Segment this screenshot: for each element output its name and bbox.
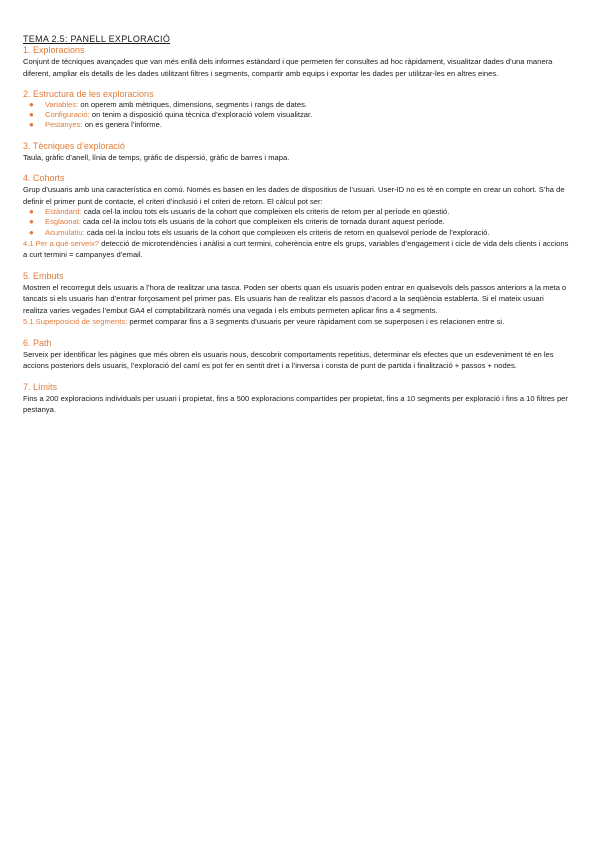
section-heading: 3. Tècniques d’exploració xyxy=(23,140,125,151)
list-item-term: Esglaonat: xyxy=(45,217,81,227)
section-heading: 6. Path xyxy=(23,337,52,348)
section-heading: 2. Estructura de les exploracions xyxy=(23,89,154,99)
subsection-paragraph xyxy=(23,238,570,261)
list-item-text: on operem amb mètriques, dimensions, segments i rangs de dates. xyxy=(78,100,307,109)
section-limits xyxy=(23,382,570,416)
list-item-term: Configuració: xyxy=(45,110,90,120)
section-structure xyxy=(23,89,570,131)
section-text: Taula, gràfic d’anell, línia de temps, gràfic de dispersió, gràfic de barres i mapa. xyxy=(23,152,290,162)
list-item-term: Variables: xyxy=(45,100,79,109)
subsection-text: detecció de microtendències i anàlisi a curt termini, coherència entre els grups, variables d’engagement i cicle de vida dels clients i accions a curt termini = campanyes d’email. xyxy=(23,238,569,260)
section-heading: 7. Límits xyxy=(23,381,58,392)
section-text: Serveix per identificar les pàgines que més obren els usuaris nous, descobrir comportaments repetitius, determinar els efectes que un esdeveniment té en les accions posteriors dels usuaris, l’exploració del camí es pot fer en sentit dret i a l’inversa i consta de punt de partida i finalització + passos + nodes. xyxy=(23,349,554,371)
list-item-text: on es genera l’informe. xyxy=(82,120,162,130)
section-heading: 1. Exploracions xyxy=(23,45,85,55)
list-item xyxy=(29,110,570,120)
list-item-term: Estàndard: xyxy=(45,207,82,217)
list-item-text: cada cel·la inclou tots els usuaris de la cohort que compleixen els criteris de retorn en qualsevol període de l’exploració. xyxy=(84,227,490,237)
list-item xyxy=(29,228,570,238)
list-item xyxy=(29,217,570,227)
list-item xyxy=(29,120,570,130)
bullet-list xyxy=(23,100,570,131)
bullet-icon: ● xyxy=(29,110,34,120)
section-text: Grup d’usuaris amb una característica en comú. Només es basen en les dades de dispositius de l’usuari. User-ID no es té en compte en crear un cohort. S’ha de definir el primer punt de contacte, el criteri d’inclusió i el criteri de retorn. El càlcul pot ser: xyxy=(23,185,565,206)
list-item xyxy=(29,207,570,217)
bullet-icon: ● xyxy=(29,217,34,227)
subsection-paragraph xyxy=(23,316,570,328)
section-explorations xyxy=(23,45,570,79)
subsection-term: 5.1 Superposició de segments: xyxy=(23,317,128,327)
section-text: Mostren el recorregut dels usuaris a l’hora de realitzar una tasca. Poden ser oberts quan els usuaris poden entrar en qualsevols dels passos anteriors a la meta o tancats si els usuaris han d’entrar forçosament pel primer pas. Els usuaris han de realitzar els passos d’acord a la seqüència establerta. Si el mateix usuari realitza varies vegades l’embut GA4 el comptabilitzarà només una vegada i els embuts permeten aplicar fins a 4 segments. xyxy=(23,282,567,315)
bullet-list xyxy=(23,207,570,238)
section-cohorts xyxy=(23,173,570,261)
bullet-icon: ● xyxy=(29,120,34,130)
bullet-icon: ● xyxy=(29,227,34,237)
list-item-text: on tenim a disposició quina tècnica d’exploració volem visualitzar. xyxy=(89,110,313,120)
section-heading: 5. Embuts xyxy=(23,270,64,281)
list-item-term: Pestanyes: xyxy=(45,120,83,130)
section-heading: 4. Cohorts xyxy=(23,173,65,184)
subsection-term: 4.1 Per a què serveix? xyxy=(23,238,99,248)
bullet-icon: ● xyxy=(29,207,34,217)
bullet-icon: ● xyxy=(29,100,34,109)
list-item-text: cada cel·la inclou tots els usuaris de la cohort que compleixen els criteris de retorn per al període en qüestió. xyxy=(81,207,450,217)
list-item-text: cada cel·la inclou tots els usuaris de la cohort que compleixen els criteris de tornada durant aquest període. xyxy=(80,217,445,227)
section-techniques xyxy=(23,141,570,164)
section-text: Conjunt de tècniques avançades que van més enllà dels informes estàndard i que permeten fer consultes ad hoc ràpidament, visualitzar dades d’una manera diferent, ampliar els detalls de les dades utilitzant filtres i segments, compartir amb equips i exportar les dades per utilitzar-les en altres eines. xyxy=(23,57,553,78)
section-path xyxy=(23,338,570,372)
list-item xyxy=(29,100,570,110)
subsection-text: permet comparar fins a 3 segments d’usuaris per veure ràpidament com se superposen i es relacionen entre si. xyxy=(127,317,505,327)
section-funnels xyxy=(23,271,570,328)
section-text: Fins a 200 exploracions individuals per usuari i propietat, fins a 500 exploracions compartides per propietat, fins a 10 segments per exploració i fins a 10 filtres per pestanya. xyxy=(23,393,568,415)
list-item-term: Acumulatiu: xyxy=(45,227,85,237)
document-title: TEMA 2.5: PANELL EXPLORACIÓ xyxy=(23,34,171,44)
